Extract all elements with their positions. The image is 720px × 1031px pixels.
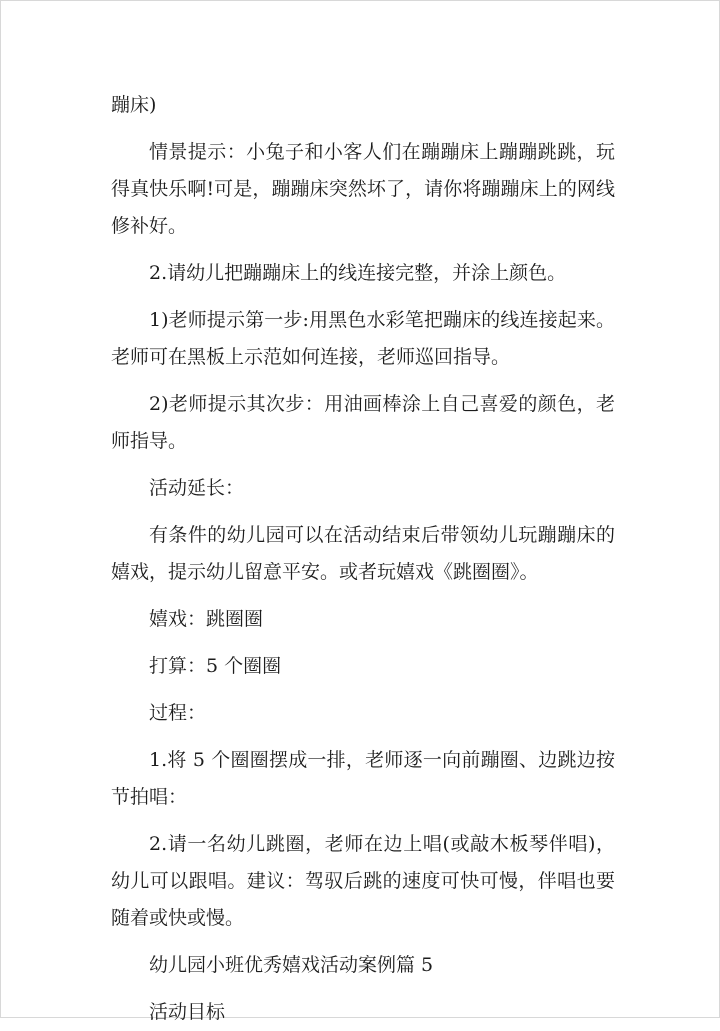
paragraph-teacher-step-1: 1)老师提示第一步:用黑色水彩笔把蹦床的线连接起来。老师可在黑板上示范如何连接，老师巡回指导。 [111,309,615,368]
paragraph-step-2: 2.请幼儿把蹦蹦床上的线连接完整，并涂上颜色。 [149,262,567,284]
document-body [111,87,615,1031]
paragraph-teacher-step-2: 2)老师提示其次步：用油画棒涂上自己喜爱的颜色，老师指导。 [111,393,615,452]
paragraph-game-name: 嬉戏：跳圈圈 [149,608,264,630]
paragraph-continuation: 蹦床) [111,94,157,116]
paragraph-process-heading: 过程： [149,702,207,724]
paragraph-activity-extension-heading: 活动延长： [149,477,245,499]
paragraph-process-step-1: 1.将 5 个圈圈摆成一排，老师逐一向前蹦圈、边跳边按节拍唱： [111,749,615,808]
paragraph-activity-goals-heading: 活动目标 [149,1001,226,1023]
paragraph-preparation: 打算：5 个圈圈 [149,655,282,677]
paragraph-scene-hint: 情景提示：小兔子和小客人们在蹦蹦床上蹦蹦跳跳，玩得真快乐啊!可是，蹦蹦床突然坏了，请你将蹦蹦床上的网线修补好。 [111,141,615,237]
paragraph-case-title: 幼儿园小班优秀嬉戏活动案例篇 5 [149,954,434,976]
paragraph-activity-extension: 有条件的幼儿园可以在活动结束后带领幼儿玩蹦蹦床的嬉戏，提示幼儿留意平安。或者玩嬉戏《跳圈圈》。 [111,524,615,583]
paragraph-process-step-2: 2.请一名幼儿跳圈，老师在边上唱(或敲木板琴伴唱)，幼儿可以跟唱。建议：驾驭后跳的速度可快可慢，伴唱也要随着或快或慢。 [111,833,615,929]
